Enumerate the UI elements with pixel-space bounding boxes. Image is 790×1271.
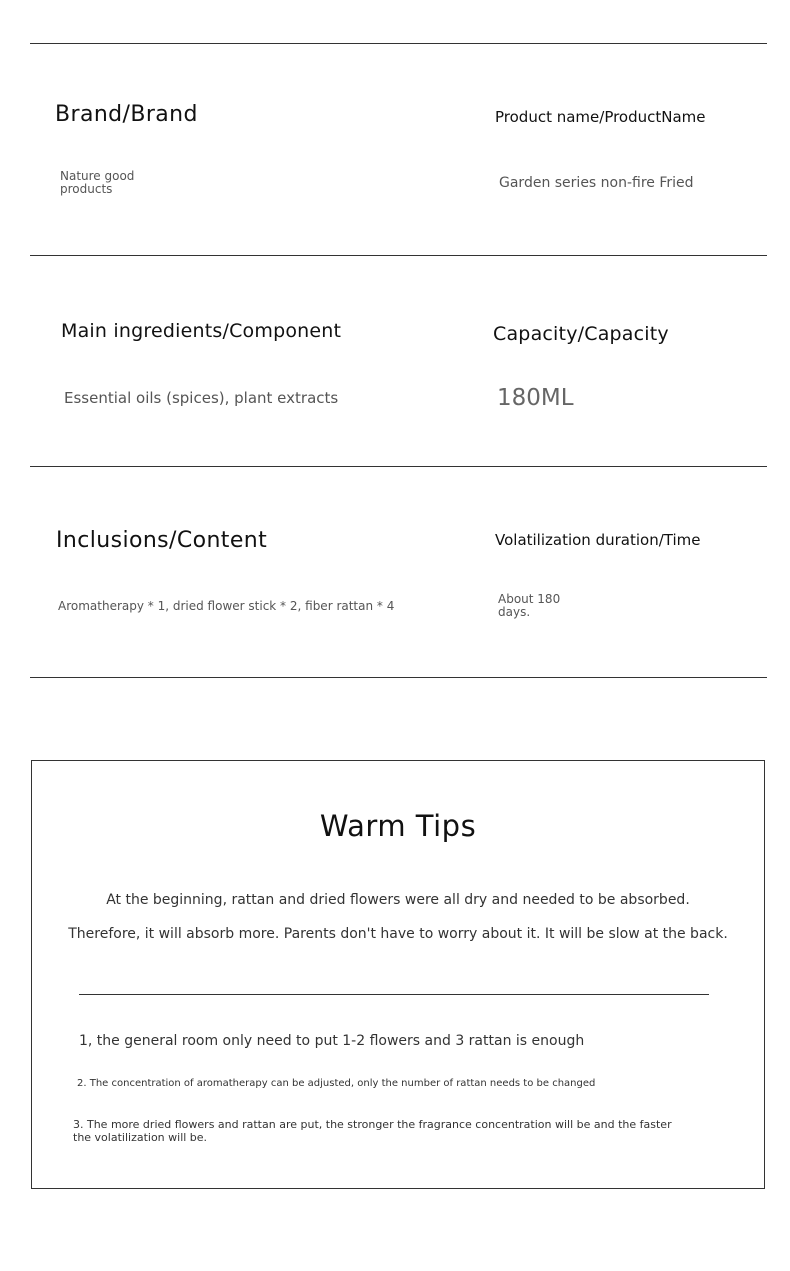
divider-row-3 bbox=[30, 677, 767, 678]
tips-intro-line-2: Therefore, it will absorb more. Parents don't have to worry about it. It will be slow at the back. bbox=[68, 926, 728, 942]
brand-label: Brand/Brand bbox=[55, 102, 198, 127]
capacity-value: 180ML bbox=[497, 385, 574, 411]
tip-1: 1, the general room only need to put 1-2 flowers and 3 rattan is enough bbox=[79, 1033, 585, 1049]
product-name-value: Garden series non-fire Fried bbox=[499, 175, 694, 191]
duration-label: Volatilization duration/Time bbox=[495, 531, 701, 549]
tip-3: 3. The more dried flowers and rattan are put, the stronger the fragrance concentration will be and the faster the volatilization will be. bbox=[73, 1118, 672, 1144]
tips-divider bbox=[79, 994, 709, 995]
duration-value: About 180 days. bbox=[498, 592, 561, 619]
tip-2: 2. The concentration of aromatherapy can be adjusted, only the number of rattan needs to be changed bbox=[77, 1078, 596, 1089]
inclusions-label: Inclusions/Content bbox=[56, 528, 268, 553]
ingredients-label: Main ingredients/Component bbox=[61, 320, 342, 342]
divider-row-2 bbox=[30, 466, 767, 467]
capacity-label: Capacity/Capacity bbox=[493, 323, 669, 345]
warm-tips-box bbox=[31, 760, 765, 1189]
product-name-label: Product name/ProductName bbox=[495, 108, 706, 126]
brand-value: Nature good products bbox=[60, 169, 135, 196]
tips-intro-line-1: At the beginning, rattan and dried flowers were all dry and needed to be absorbed. bbox=[106, 892, 690, 908]
ingredients-value: Essential oils (spices), plant extracts bbox=[64, 389, 339, 407]
warm-tips-title: Warm Tips bbox=[319, 809, 477, 843]
inclusions-value: Aromatherapy * 1, dried flower stick * 2, fiber rattan * 4 bbox=[58, 599, 395, 613]
divider-top bbox=[30, 43, 767, 44]
divider-row-1 bbox=[30, 255, 767, 256]
